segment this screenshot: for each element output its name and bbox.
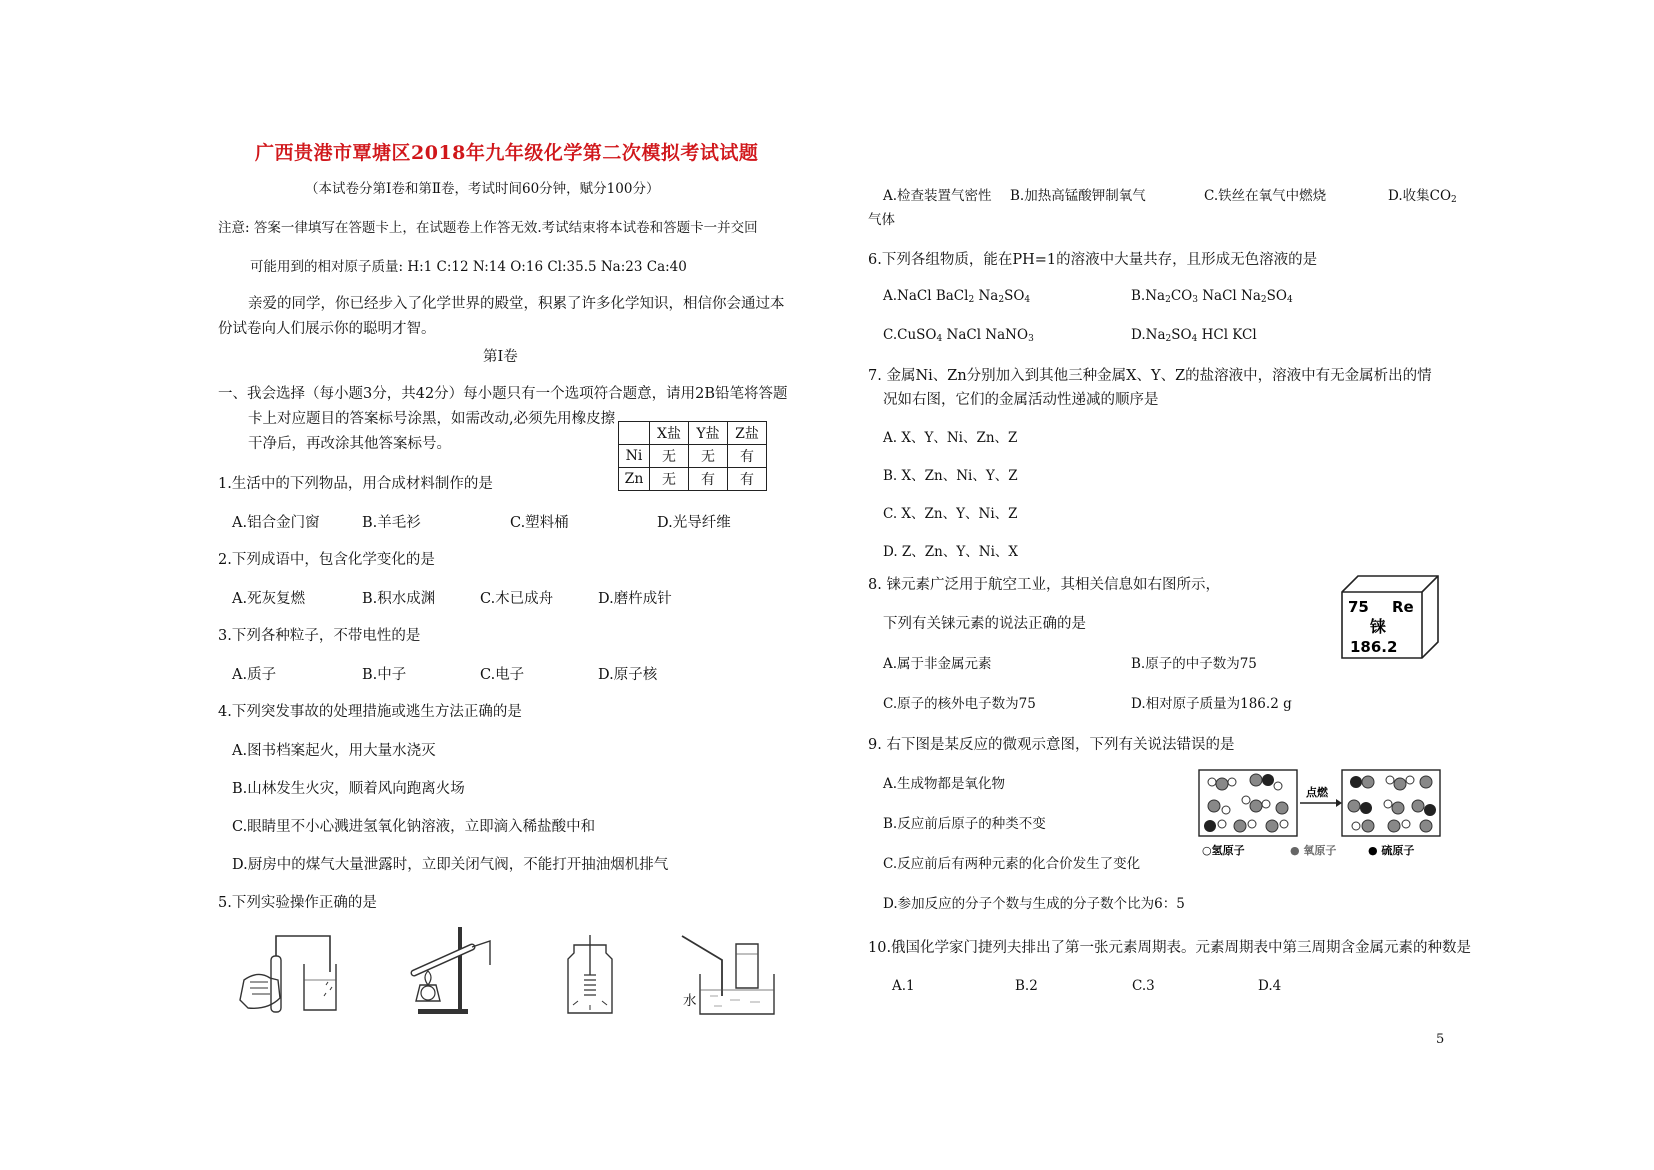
q7-stem-line-1: 7. 金属Ni、Zn分别加入到其他三种金属X、Y、Z的盐溶液中，溶液中有无金属析出的情: [868, 368, 1432, 384]
q9-option-d: D.参加反应的分子个数与生成的分子数个比为6：5: [883, 896, 1185, 912]
q8-option-d: D.相对原子质量为186.2 g: [1131, 696, 1292, 712]
salt-table-header: [619, 422, 650, 445]
q6-a-sub: 2: [968, 295, 975, 305]
q6-option-a: [883, 288, 1030, 305]
salt-table-cell: Zn: [619, 468, 650, 491]
atomic-masses: 可能用到的相对原子质量: H:1 C:12 N:14 O:16 Cl:35.5 Na:23 Ca:40: [250, 259, 687, 275]
intro-line-1: 亲爱的同学，你已经步入了化学世界的殿堂，积累了许多化学知识，相信你会通过本: [248, 296, 785, 312]
rhenium-element-card: [1340, 572, 1440, 662]
q2-option-b: B.积水成渊: [362, 591, 436, 607]
q6-a-part: SO: [1004, 288, 1025, 304]
q6-d-part: D.Na: [1131, 327, 1166, 343]
q7-option-c: C. X、Zn、Y、Ni、Z: [883, 506, 1018, 522]
q5-option-a: A.检查装置气密性: [883, 188, 992, 204]
q4-option-c: C.眼睛里不小心溅进氢氧化钠溶液，立即滴入稀盐酸中和: [232, 819, 596, 835]
q6-b-part: NaCl Na: [1197, 288, 1261, 304]
q1-option-c: C.塑料桶: [510, 515, 569, 531]
gas-tightness-apparatus-image: [238, 930, 338, 1015]
q6-stem: 6.下列各组物质，能在PH=1的溶液中大量共存，且形成无色溶液的是: [868, 252, 1318, 268]
intro-line-2: 份试卷向人们展示你的聪明才智。: [218, 321, 436, 337]
salt-table-cell: 有: [689, 468, 728, 491]
iron-wire-burning-apparatus-image: [560, 935, 620, 1017]
q6-c-part: C.CuSO: [883, 327, 937, 343]
q8-option-c: C.原子的核外电子数为75: [883, 696, 1036, 712]
q6-option-c: [883, 327, 1034, 344]
q1-option-d: D.光导纤维: [657, 515, 731, 531]
element-number: 75: [1348, 598, 1369, 616]
q3-option-b: B.中子: [362, 667, 407, 683]
q2-option-c: C.木已成舟: [480, 591, 554, 607]
q6-d-sub: 2: [1165, 334, 1172, 344]
q7-option-b: B. X、Zn、Ni、Y、Z: [883, 468, 1018, 484]
q2-stem: 2.下列成语中，包含化学变化的是: [218, 552, 435, 568]
salt-table-cell: 无: [689, 445, 728, 468]
q6-c-sub: 3: [1028, 334, 1034, 344]
q5-option-b: B.加热高锰酸钾制氧气: [1010, 188, 1146, 204]
q8-stem-line-2: 下列有关铼元素的说法正确的是: [883, 616, 1086, 632]
q6-d-sub: 4: [1191, 334, 1198, 344]
q6-option-b: [1131, 288, 1293, 305]
q1-option-b: B.羊毛衫: [362, 515, 421, 531]
q2-option-a: A.死灰复燃: [232, 591, 306, 607]
q7-option-a: A. X、Y、Ni、Zn、Z: [883, 430, 1018, 446]
reaction-micro-diagram: [1198, 768, 1448, 860]
q4-option-a: A.图书档案起火，用大量水浇灭: [232, 743, 436, 759]
section1-line-2: 卡上对应题目的答案标号涂黑，如需改动,必须先用橡皮擦: [248, 411, 616, 427]
q6-c-sub: 4: [936, 334, 943, 344]
page-number: 5: [1436, 1032, 1445, 1047]
q6-a-sub: 2: [998, 295, 1005, 305]
salt-table-cell: 无: [650, 445, 689, 468]
q6-b-sub: 2: [1260, 295, 1267, 305]
q7-stem-line-2: 况如右图，它们的金属活动性递减的顺序是: [883, 392, 1159, 408]
element-symbol: Re: [1392, 598, 1414, 616]
q6-c-part: NaCl NaNO: [942, 327, 1029, 343]
q9-option-b: B.反应前后原子的种类不变: [883, 816, 1046, 832]
salt-table-header: X盐: [650, 422, 689, 445]
q6-b-part: SO: [1266, 288, 1287, 304]
q3-option-a: A.质子: [232, 667, 277, 683]
q6-b-sub: 3: [1192, 295, 1198, 305]
q6-b-part: B.Na: [1131, 288, 1166, 304]
legend-oxygen: ● 氧原子: [1290, 844, 1337, 857]
q1-stem: 1.生活中的下列物品，用合成材料制作的是: [218, 476, 493, 492]
q6-a-sub: 4: [1024, 295, 1031, 305]
legend-hydrogen: ○氢原子: [1202, 844, 1245, 857]
q9-stem: 9. 右下图是某反应的微观示意图，下列有关说法错误的是: [868, 737, 1235, 753]
salt-table-cell: Ni: [619, 445, 650, 468]
salt-table-header: Z盐: [728, 422, 767, 445]
salt-table: [618, 421, 767, 491]
q10-option-a: A.1: [892, 978, 915, 994]
arrow-label: 点燃: [1306, 786, 1328, 799]
page-title: 广西贵港市覃塘区2018年九年级化学第二次模拟考试试题: [255, 142, 759, 164]
q6-b-sub: 4: [1286, 295, 1293, 305]
element-mass: 186.2: [1350, 638, 1398, 656]
salt-table-header: Y盐: [689, 422, 728, 445]
heating-kmno4-apparatus-image: [400, 925, 500, 1017]
q6-b-part: CO: [1170, 288, 1193, 304]
q5-option-c: C.铁丝在氧气中燃烧: [1204, 188, 1327, 204]
q7-option-d: D. Z、Zn、Y、Ni、X: [883, 544, 1019, 560]
exam-info: （本试卷分第Ⅰ卷和第Ⅱ卷，考试时间60分钟，赋分100分）: [305, 181, 660, 197]
legend-sulfur: ● 硫原子: [1368, 844, 1415, 857]
q3-option-c: C.电子: [480, 667, 525, 683]
q6-d-part: SO: [1171, 327, 1192, 343]
section1-line-3: 干净后，再改涂其他答案标号。: [248, 436, 451, 452]
q5-option-d-sub: 2: [1451, 195, 1457, 205]
q5-option-d: [1388, 184, 1457, 205]
q10-option-b: B.2: [1015, 978, 1038, 994]
q4-stem: 4.下列突发事故的处理措施或逃生方法正确的是: [218, 704, 522, 720]
q4-option-d: D.厨房中的煤气大量泄露时，立即关闭气阀，不能打开抽油烟机排气: [232, 857, 669, 873]
q6-a-part: A.NaCl BaCl: [883, 288, 969, 304]
q5-option-d-cont: 气体: [868, 212, 895, 228]
notice: 注意: 答案一律填写在答题卡上，在试题卷上作答无效.考试结束将本试卷和答题卡一并交回: [218, 220, 758, 236]
q9-option-a: A.生成物都是氧化物: [883, 776, 1006, 792]
q6-a-part: Na: [974, 288, 999, 304]
volume-title: 第Ⅰ卷: [483, 349, 518, 365]
salt-table-cell: 有: [728, 468, 767, 491]
q10-option-c: C.3: [1132, 978, 1155, 994]
q3-option-d: D.原子核: [598, 667, 658, 683]
q6-option-d: [1131, 327, 1257, 344]
salt-table-cell: 有: [728, 445, 767, 468]
q6-d-part: HCl KCl: [1197, 327, 1257, 343]
q1-option-a: A.铝合金门窗: [232, 515, 320, 531]
q9-option-c: C.反应前后有两种元素的化合价发生了变化: [883, 856, 1141, 872]
section1-line-1: 一、我会选择（每小题3分，共42分）每小题只有一个选项符合题意，请用2B铅笔将答题: [218, 386, 788, 402]
element-name: 铼: [1370, 617, 1387, 636]
q10-stem: 10.俄国化学家门捷列夫排出了第一张元素周期表。元素周期表中第三周期含金属元素的种数是: [868, 940, 1472, 956]
q8-stem-line-1: 8. 铼元素广泛用于航空工业，其相关信息如右图所示，: [868, 577, 1220, 593]
q8-option-b: B.原子的中子数为75: [1131, 656, 1257, 672]
salt-table-cell: 无: [650, 468, 689, 491]
q6-b-sub: 2: [1165, 295, 1171, 305]
q3-stem: 3.下列各种粒子，不带电性的是: [218, 628, 421, 644]
q8-option-a: A.属于非金属元素: [883, 656, 992, 672]
q5-stem: 5.下列实验操作正确的是: [218, 895, 377, 911]
q5-option-d-text: D.收集CO: [1388, 188, 1452, 204]
q2-option-d: D.磨杵成针: [598, 591, 672, 607]
q4-option-b: B.山林发生火灾，顺着风向跑离火场: [232, 781, 465, 797]
water-label: 水: [683, 993, 697, 1009]
q10-option-d: D.4: [1258, 978, 1282, 994]
